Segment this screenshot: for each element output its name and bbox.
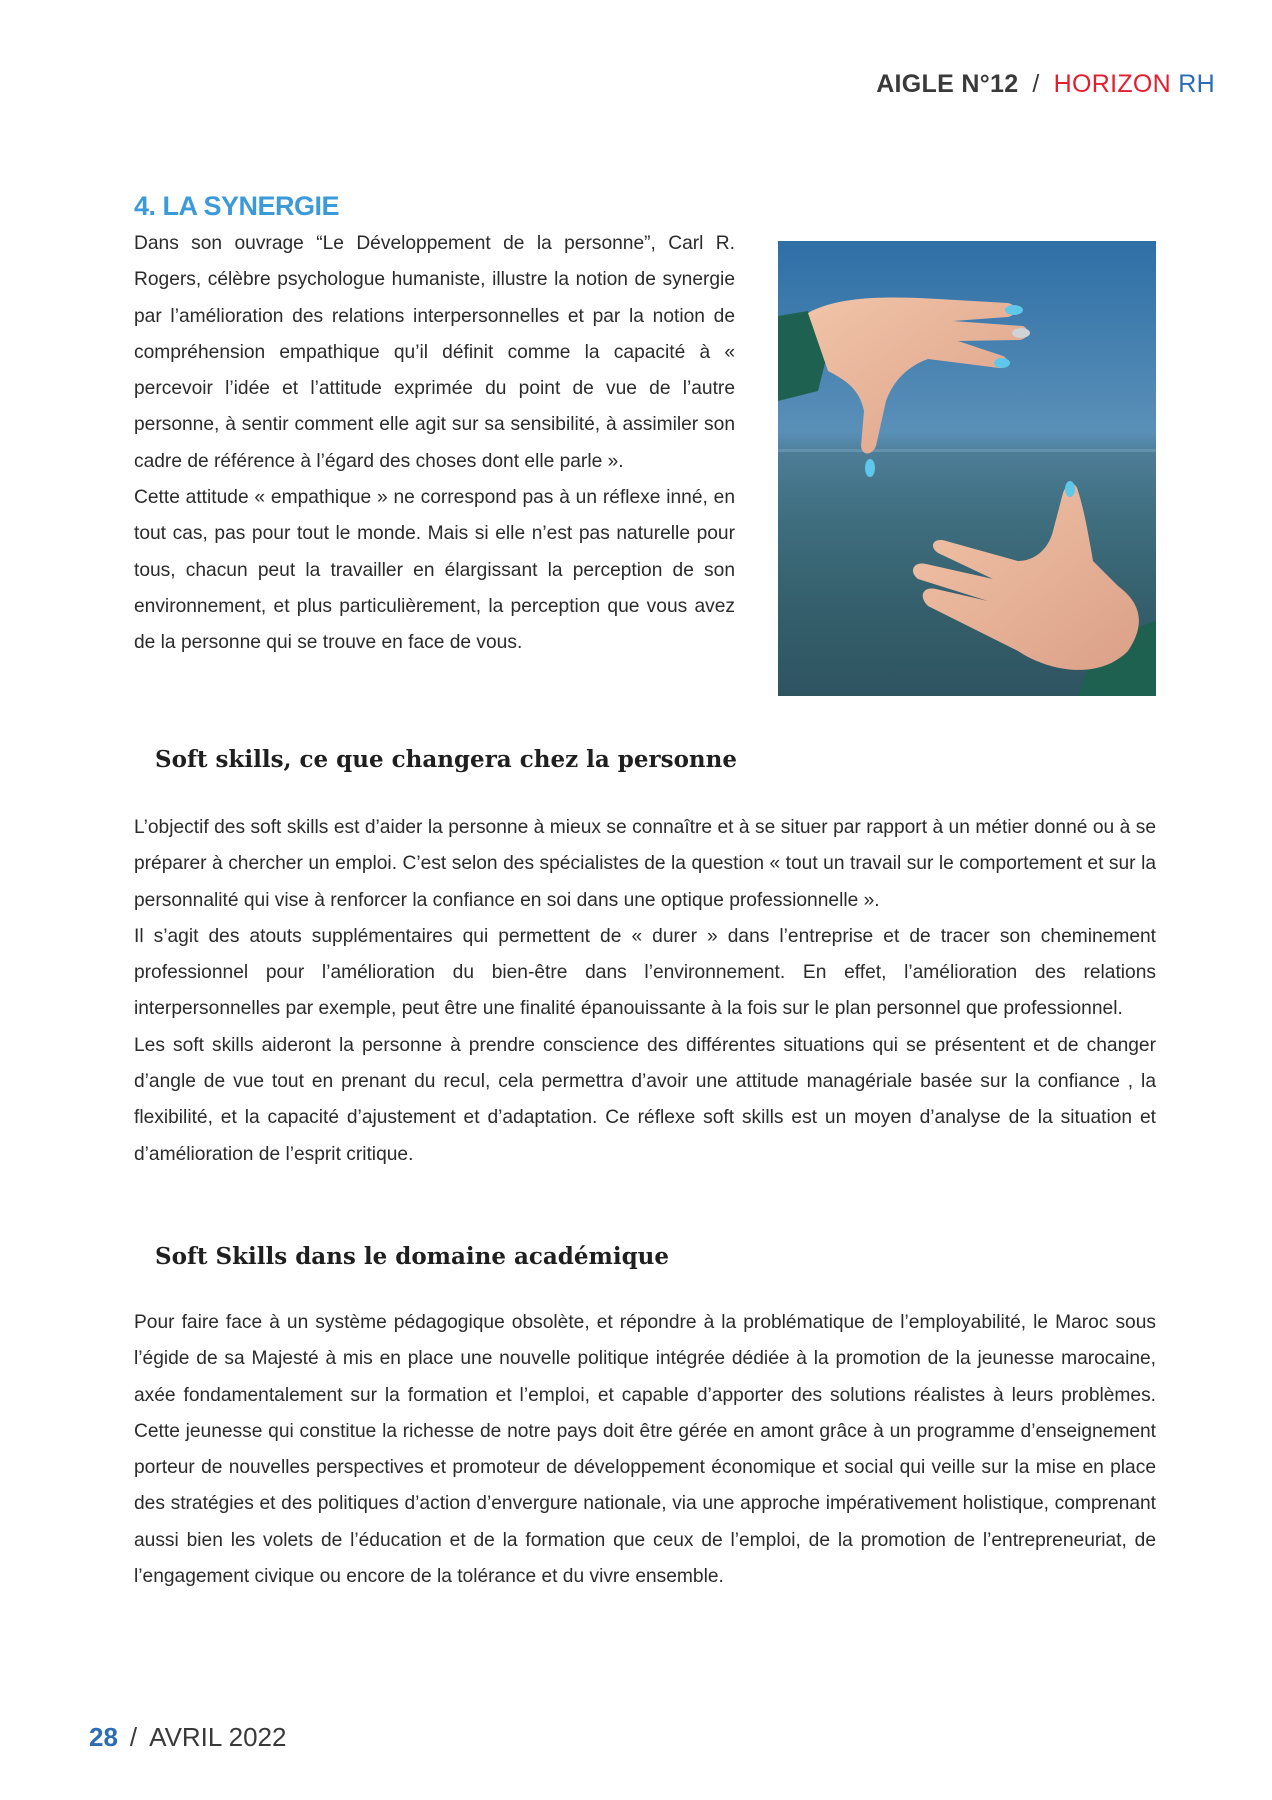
hands-frame-photo [778, 241, 1156, 696]
soft-skills-text [134, 810, 1156, 1173]
running-header [876, 70, 1215, 99]
academic-text [134, 1305, 1156, 1595]
synergie-paragraph: Cette attitude « empathique » ne correspond pas à un réflexe inné, en tout cas, pas pour tout le monde. Mais si elle n’est pas naturelle pour tous, chacun peut la travailler en élargissant la perception de son environnement, et plus particulièrement, la perception que vous avez de la personne qui se trouve en face de vous. [134, 487, 735, 654]
soft-skills-paragraph: Il s’agit des atouts supplémentaires qui permettent de « durer » dans l’entreprise et de tracer son cheminement professionnel pour l’amélioration du bien-être dans l’environnement. En effet, l’amélioration des relations interpersonnelles par exemple, peut être une finalité épanouissante à la fois sur le plan personnel que professionnel. [134, 925, 1156, 1020]
page-number: 28 [89, 1722, 118, 1752]
section-name-horizon: HORIZON [1053, 70, 1172, 98]
issue-date: AVRIL 2022 [149, 1722, 287, 1752]
footer-separator: / [129, 1722, 138, 1752]
academic-paragraph: Pour faire face à un système pédagogique obsolète, et répondre à la problématique de l’employabilité, le Maroc sous l’égide de sa Majesté à mis en place une nouvelle politique intégrée dédiée à la promotion de la jeunesse marocaine, axée fondamentalement sur la formation et l’emploi, et capable d’apporter des solutions réalistes à leurs problèmes. Cette jeunesse qui constitue la richesse de notre pays doit être gérée en amont grâce à un programme d’enseignement porteur de nouvelles perspectives et promoteur de développement économique et social qui veille sur la mise en place des stratégies et des politiques d’action d’envergure nationale, via une approche impérativement holistique, comprenant aussi bien les volets de l’éducation et de la formation que ceux de l’emploi, de la promotion de l’entrepreneuriat, de l’engagement civique ou encore de la tolérance et du vivre ensemble. [134, 1312, 1156, 1588]
soft-skills-heading: Soft skills, ce que changera chez la personne [155, 746, 737, 773]
soft-skills-paragraph: Les soft skills aideront la personne à prendre conscience des différentes situations qui se présentent et de changer d’angle de vue tout en prenant du recul, cela permettra d’avoir une attitude managériale basée sur la confiance , la flexibilité, et la capacité d’ajustement et d’adaptation. Ce réflexe soft skills est un moyen d’analyse de la situation et d’amélioration de l’esprit critique. [134, 1034, 1156, 1165]
academic-heading: Soft Skills dans le domaine académique [155, 1243, 670, 1270]
section-name-rh: RH [1178, 70, 1215, 98]
synergie-text [134, 226, 735, 662]
header-separator: / [1032, 70, 1040, 98]
magazine-issue: AIGLE N°12 [876, 70, 1019, 98]
page-footer [89, 1722, 286, 1753]
section-title: 4. LA SYNERGIE [134, 191, 340, 221]
synergie-paragraph: Dans son ouvrage “Le Développement de la personne”, Carl R. Rogers, célèbre psychologue humaniste, illustre la notion de synergie par l’amélioration des relations interpersonnelles et par la notion de compréhension empathique qu’il définit comme la capacité à « percevoir l’idée et l’attitude exprimée du point de vue de l’autre personne, à sentir comment elle agit sur sa sensibilité, à assimiler son cadre de référence à l’égard des choses dont elle parle ». [134, 233, 735, 472]
soft-skills-paragraph: L’objectif des soft skills est d’aider la personne à mieux se connaître et à se situer par rapport à un métier donné ou à se préparer à chercher un emploi. C’est selon des spécialistes de la question « tout un travail sur le comportement et sur la personnalité qui vise à renforcer la confiance en soi dans une optique professionnelle ». [134, 817, 1156, 911]
